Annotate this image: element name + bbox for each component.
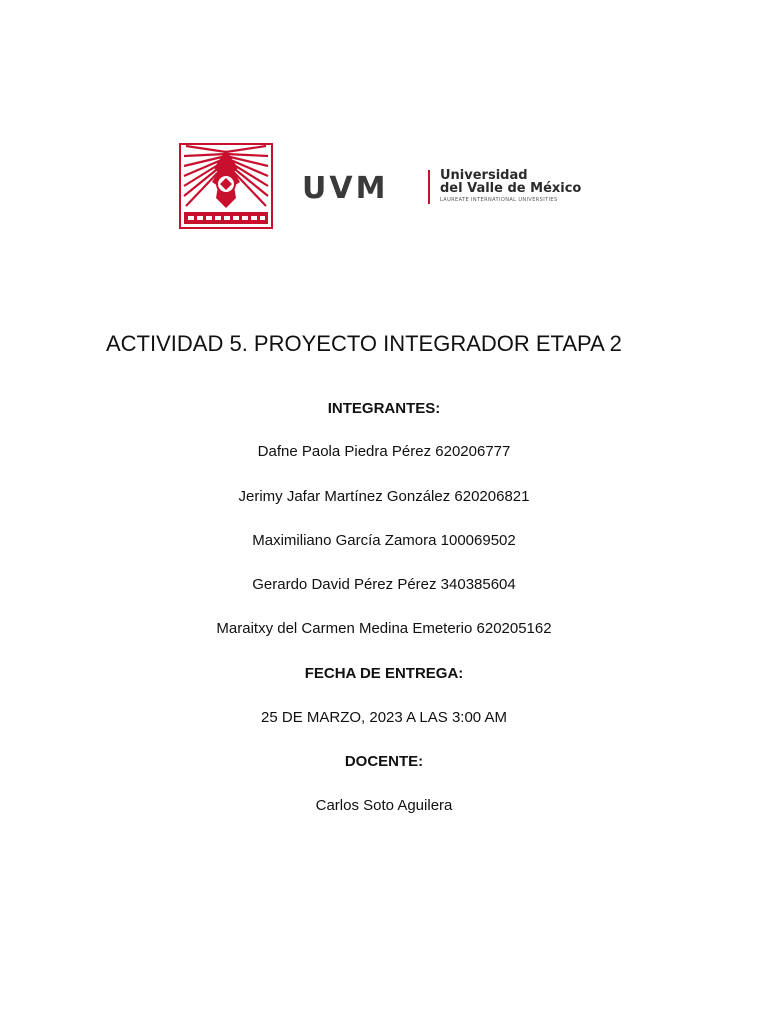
teacher-heading: DOCENTE: — [344, 753, 424, 770]
member-item: Jerimy Jafar Martínez González 620206821 — [238, 488, 530, 505]
due-date: 25 DE MARZO, 2023 A LAS 3:00 AM — [261, 709, 507, 726]
member-item: Dafne Paola Piedra Pérez 620206777 — [257, 443, 511, 460]
members-heading: INTEGRANTES: — [327, 400, 441, 417]
uvm-wordmark: UVM — [302, 171, 389, 206]
member-item: Maraitxy del Carmen Medina Emeterio 620205162 — [216, 620, 552, 637]
uvm-name — [440, 169, 581, 195]
document-title: ACTIVIDAD 5. PROYECTO INTEGRADOR ETAPA 2 — [106, 331, 622, 356]
teacher-name: Carlos Soto Aguilera — [315, 797, 453, 814]
university-seal-icon — [178, 142, 274, 230]
uvm-name-line2: del Valle de México — [440, 181, 582, 196]
uvm-name-line1: Universidad — [440, 168, 528, 183]
due-date-heading: FECHA DE ENTREGA: — [304, 665, 464, 682]
uvm-divider — [428, 170, 430, 204]
member-item: Gerardo David Pérez Pérez 340385604 — [252, 576, 516, 593]
member-item: Maximiliano García Zamora 100069502 — [252, 532, 516, 549]
uvm-tagline: LAUREATE INTERNATIONAL UNIVERSITIES — [440, 197, 558, 203]
uvm-logo — [302, 168, 592, 208]
